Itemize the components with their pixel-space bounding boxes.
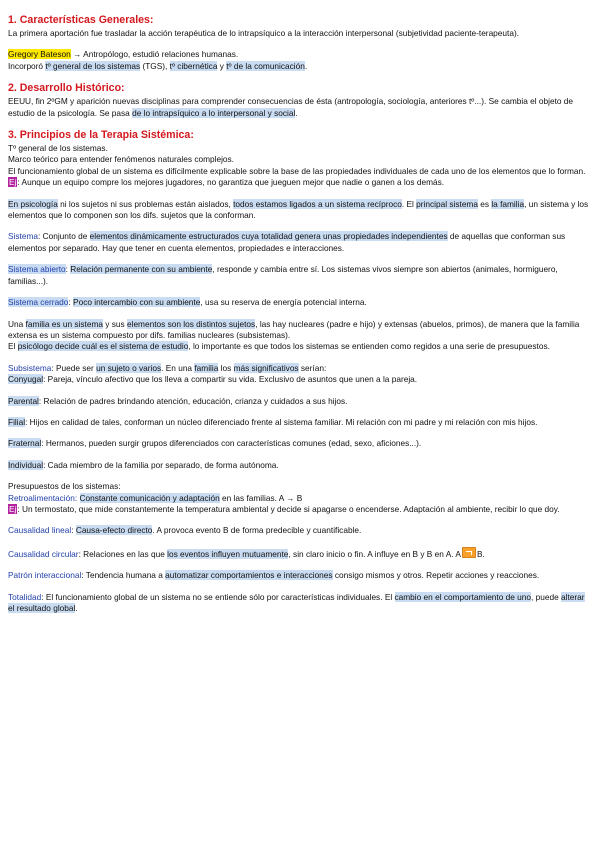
term-conyugal: Conyugal [8, 374, 44, 385]
s3-sistema: Sistema: Conjunto de elementos dinámicamente estructurados cuya totalidad genera unas propiedades independientes de aquellas que conforman sus elementos por separado. Hay que tener en cuenta elementos, propiedades e interacciones. [8, 231, 566, 253]
s1-incorporo: Incorporó tº general de los sistemas (TGS), tº cibernética y tº de la comunicación. [8, 60, 308, 71]
term-totalidad: Totalidad [8, 591, 42, 602]
s3-subsistema: Subsistema: Puede ser un sujeto o varios. En una familia los más significativos serían: [8, 362, 327, 373]
term-causalidad-lineal: Causalidad lineal [8, 525, 72, 536]
section-3-heading: 3. Principios de la Terapia Sistémica: [8, 129, 194, 142]
term-causalidad-circular: Causalidad circular [8, 548, 79, 559]
s1-intro: La primera aportación fue trasladar la acción terapéutica de lo intrapsíquico a la interacción interpersonal (subjetividad paciente-terapeuta). [8, 28, 520, 38]
term-individual: Individual [8, 459, 44, 470]
term-fraternal: Fraternal [8, 438, 42, 449]
term-sistema-abierto: Sistema abierto [8, 264, 66, 275]
s3-marco: Marco teórico para entender fenómenos naturales complejos. [8, 154, 234, 165]
s3-sistema-abierto: Sistema abierto: Relación permanente con su ambiente, responde y cambia entre sí. Los sistemas vivos siempre son abiertos (animales, hormiguero, familias...). [8, 264, 558, 286]
s3-fraternal: Fraternal: Hermanos, pueden surgir grupos diferenciados con características comunes (edad, sexo, aficiones...). [8, 438, 422, 449]
term-subsistema: Subsistema [8, 362, 52, 373]
term-sistema-cerrado: Sistema cerrado [8, 297, 69, 308]
s1-bateson: Gregory Bateson → Antropólogo, estudió relaciones humanas. [8, 49, 239, 60]
term-parental: Parental [8, 395, 39, 406]
example-tag: Ej [9, 503, 17, 514]
s3-parental: Parental: Relación de padres brindando atención, educación, crianza y cuidados a sus hijos. [8, 395, 348, 406]
s3-presupuestos: Presupuestos de los sistemas: [8, 481, 121, 492]
s3-filial: Filial: Hijos en calidad de tales, conforman un núcleo diferenciado frente al sistema familiar. Mi relación con mi padre y mi relación con mis hijos. [8, 416, 538, 427]
s3-totalidad: Totalidad: El funcionamiento global de un sistema no se entiende sólo por características individuales. El cambio en el comportamiento de uno, puede alterar el resultado global. [8, 591, 585, 613]
s3-conyugal: Conyugal: Pareja, vínculo afectivo que los lleva a compartir su vida. Exclusivo de asuntos que unen a la pareja. [8, 374, 418, 385]
s3-causalidad-circular: Causalidad circular: Relaciones en las que los eventos influyen mutuamente, sin claro inicio o fin. A influye en B y B en A. A B. [8, 548, 485, 559]
term-sistema: Sistema [8, 231, 38, 242]
term-retroalimentacion: Retroalimentación: [8, 492, 78, 503]
example-tag: Ej [9, 177, 17, 188]
s3-example-2: Ej: Un termostato, que mide constantemente la temperatura ambiental y decide si apagarse o encenderse. Adaptación al ambiente, recibir lo que doy. [9, 503, 560, 514]
s3-individual: Individual: Cada miembro de la familia por separado, de forma autónoma. [8, 459, 279, 470]
bateson-name: Gregory Bateson [8, 49, 71, 60]
s3-psicologo: El psicólogo decide cuál es el sistema de estudio, lo importante es que todos los sistemas se entienden como regidos a una serie de presupuestos. [8, 341, 550, 352]
s3-psicologia: En psicología ni los sujetos ni sus problemas están aislados, todos estamos ligados a un sistema recíproco. El principal sistema es la familia, un sistema y los elementos que lo componen son los difs. sujetos que la conforman. [8, 198, 589, 221]
term-patron-interaccional: Patrón interaccional [8, 570, 82, 581]
s3-patron-interaccional: Patrón interaccional: Tendencia humana a automatizar comportamientos e interacciones consigo mismos y otros. Repetir acciones y reacciones. [8, 570, 540, 581]
s3-func: El funcionamiento global de un sistema es difícilmente explicable sobre la base de las propiedades individuales de cada uno de los elementos que lo forman. [8, 165, 586, 176]
s3-familia: Una familia es un sistema y sus elementos son los distintos sujetos, las hay nucleares (padre e hijo) y extensas (abuelos, primos), de manera que la familia extensa es un sistema compuesto por difs. familias nucleares (subsistemas). [8, 318, 580, 340]
s3-example-1: Ej: Aunque un equipo compre los mejores jugadores, no garantiza que jueguen mejor que nadie o ganen a los demás. [9, 177, 445, 188]
section-2-heading: 2. Desarrollo Histórico: [8, 82, 125, 95]
term-filial: Filial [8, 416, 26, 427]
cycle-arrows-icon [462, 547, 476, 558]
s3-sistema-cerrado: Sistema cerrado: Poco intercambio con su ambiente, usa su reserva de energía potencial interna. [8, 297, 367, 308]
s3-causalidad-lineal: Causalidad lineal: Causa-efecto directo. A provoca evento B de forma predecible y cuantificable. [8, 525, 362, 536]
s2-paragraph: EEUU, fin 2ºGM y aparición nuevas disciplinas para comprender consecuencias de ésta (antropología, sociología, anteriores tº...). Se cambia el objeto de estudio de la psicología. Se pasa de lo intrapsíquico a lo interpersonal y social. [8, 96, 574, 118]
s3-retroalimentacion: Retroalimentación: Constante comunicación y adaptación en las familias. A → B [8, 492, 303, 503]
s3-tg: Tº general de los sistemas. [8, 143, 108, 154]
section-1-heading: 1. Características Generales: [8, 14, 154, 26]
